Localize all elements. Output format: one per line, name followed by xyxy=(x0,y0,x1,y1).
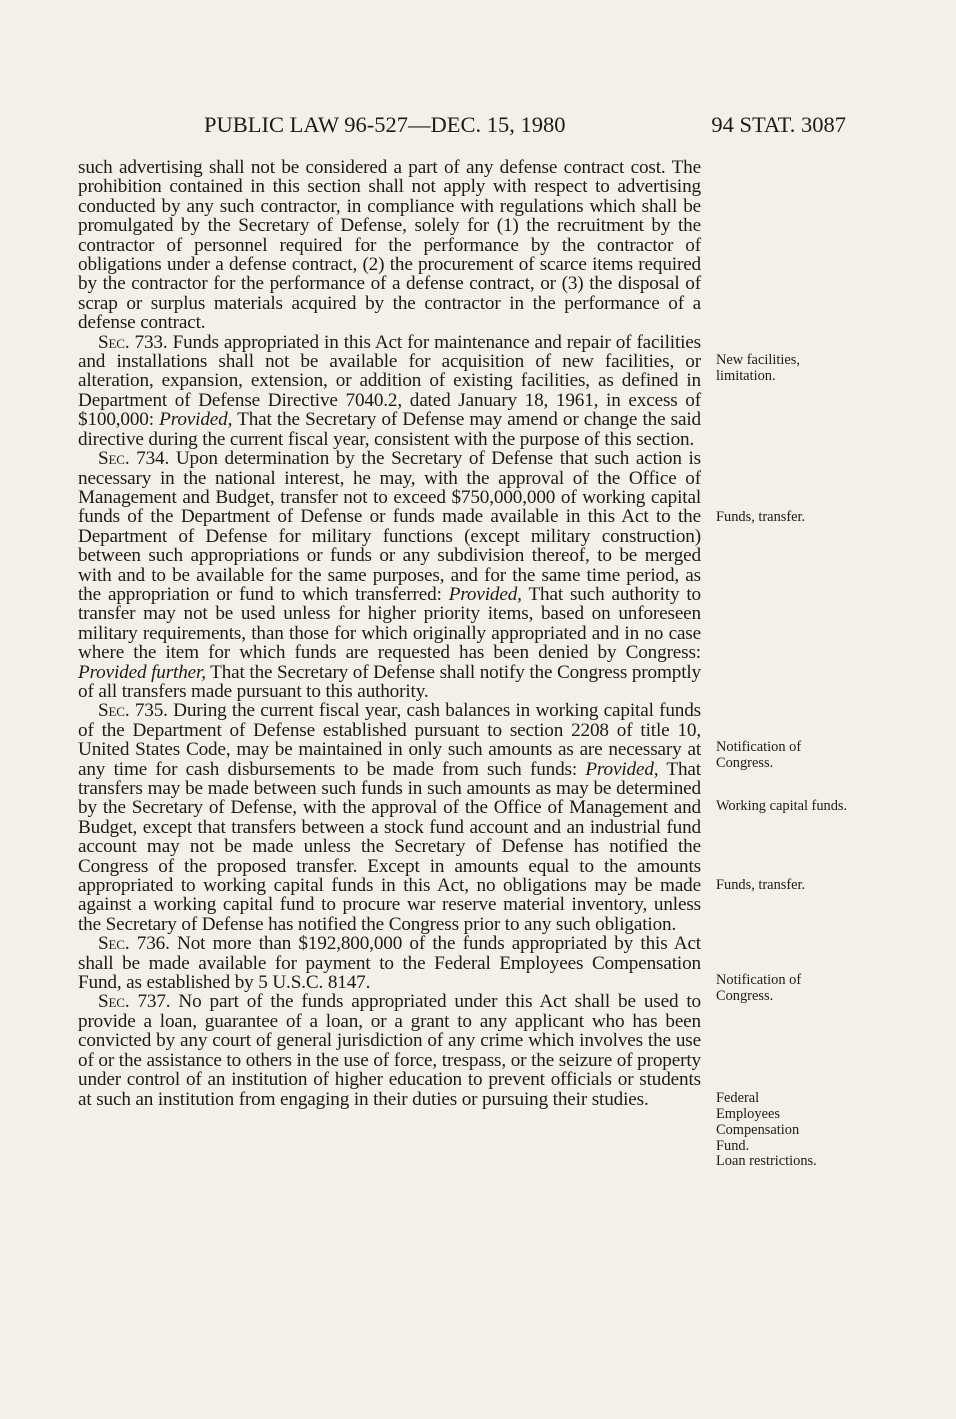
section-label: Sec. 733. xyxy=(98,331,168,353)
section-label: Sec. 736. xyxy=(98,933,170,955)
provided-proviso: Provided, xyxy=(159,409,233,431)
section-733 xyxy=(78,333,701,449)
margin-note-loan-restrictions: Loan restrictions. xyxy=(716,1153,817,1169)
section-label: Sec. 734. xyxy=(98,448,170,470)
section-735 xyxy=(78,701,701,934)
section-label: Sec. 737. xyxy=(98,991,171,1013)
section-text: That the Secretary of Defense shall notify the Congress promptly of all transfers made pursuant to this authority. xyxy=(78,661,701,702)
law-citation: PUBLIC LAW 96-527—DEC. 15, 1980 xyxy=(204,112,566,137)
section-734 xyxy=(78,449,701,701)
paragraph-continuation xyxy=(78,158,701,333)
margin-note-notification-congress: Notification of Congress. xyxy=(716,739,802,771)
section-text: Funds appropriated in this Act for maintenance and repair of facilities and installations shall not be available for acquisition of new facilities, or alteration, expansion, extension, or addition of existing facilities, as defined in Department of Defense Directive 7040.2, dated January 18, 1961, in excess of $100,000: xyxy=(78,331,701,431)
section-text: That such authority to transfer may not be used unless for higher priority items, based on unforeseen military requirements, than those for which originally appropriated and in no case where the item for which funds are requested has been denied by Congress: xyxy=(78,583,701,664)
paragraph-text: such advertising shall not be considered a part of any defense contract cost. The prohibition contained in this section shall not apply with respect to advertising conducted by any such contractor, in compliance with regulations which shall be promulgated by the Secretary of Defense, solely for (1) the recruitment by the contractor of personnel required for the performance by the contractor of obligations under a defense contract, (2) the procurement of scarce items required by the contractor for the performance of a defense contract, or (3) the disposal of scrap or surplus materials acquired by the contractor in the performance of a defense contract. xyxy=(78,157,701,334)
section-736 xyxy=(78,934,701,992)
margin-note-funds-transfer-2: Funds, transfer. xyxy=(716,877,806,893)
margin-note-working-capital: Working capital funds. xyxy=(716,798,848,814)
provided-proviso: Provided, xyxy=(448,583,522,605)
section-text: No part of the funds appropriated under this Act shall be used to provide a loan, guarantee of a loan, or a grant to any applicant who has been convicted by any court of general jurisdiction of any crime which involves the use of or the assistance to others in the use of force, trespass, or the seizure of property under control of an institution of higher education to prevent officials or students at such an institution from engaging in their duties or pursuing their studies. xyxy=(78,991,701,1110)
page-header xyxy=(78,110,846,140)
section-text: That the Secretary of Defense may amend or change the said directive during the current fiscal year, consistent with the purpose of this section. xyxy=(78,409,701,450)
section-text: That transfers may be made between such funds in such amounts as may be determined by the Secretary of Defense, with the approval of the Office of Management and Budget, except that transfers between a stock fund account and an industrial fund account may not be made unless the Secretary of Defense has notified the Congress of the proposed transfer. Except in amounts equal to the amounts appropriated to working capital funds in this Act, no obligations may be made against a working capital fund to procure war reserve material inventory, unless the Secretary of Defense has notified the Congress prior to any such obligation. xyxy=(78,758,701,935)
provided-proviso: Provided, xyxy=(585,758,659,780)
section-label: Sec. 735. xyxy=(98,700,168,722)
margin-note-federal-employees: Federal Employees Compensation Fund. xyxy=(716,1090,800,1154)
margin-note-funds-transfer: Funds, transfer. xyxy=(716,509,806,525)
section-text: Upon determination by the Secretary of Defense that such action is necessary in the national interest, he may, with the approval of the Office of Management and Budget, transfer not to exceed $750,000,000 of working capital funds of the Department of Defense or funds made available in this Act to the Department of Defense for military functions (except military construction) between such appropriations or funds or any subdivision thereof, to be merged with and to be available for the same purposes, and for the same time period, as the appropriation or fund to which transferred: xyxy=(78,448,702,605)
margin-note-new-facilities: New facilities, limitation. xyxy=(716,352,800,384)
section-text: Not more than $192,800,000 of the funds appropriated by this Act shall be made available for payment to the Federal Employees Compensation Fund, as established by 5 U.S.C. 8147. xyxy=(78,933,701,994)
statute-page-number: 94 STAT. 3087 xyxy=(711,112,846,137)
section-text: During the current fiscal year, cash balances in working capital funds of the Department of Defense established pursuant to section 2208 of title 10, United States Code, may be maintained in only such amounts as are necessary at any time for cash disbursements to be made from such funds: xyxy=(78,700,701,780)
section-737 xyxy=(78,992,701,1108)
provided-further-proviso: Provided further, xyxy=(78,661,206,683)
body-text xyxy=(78,158,701,1109)
margin-note-notification-congress-2: Notification of Congress. xyxy=(716,972,802,1004)
